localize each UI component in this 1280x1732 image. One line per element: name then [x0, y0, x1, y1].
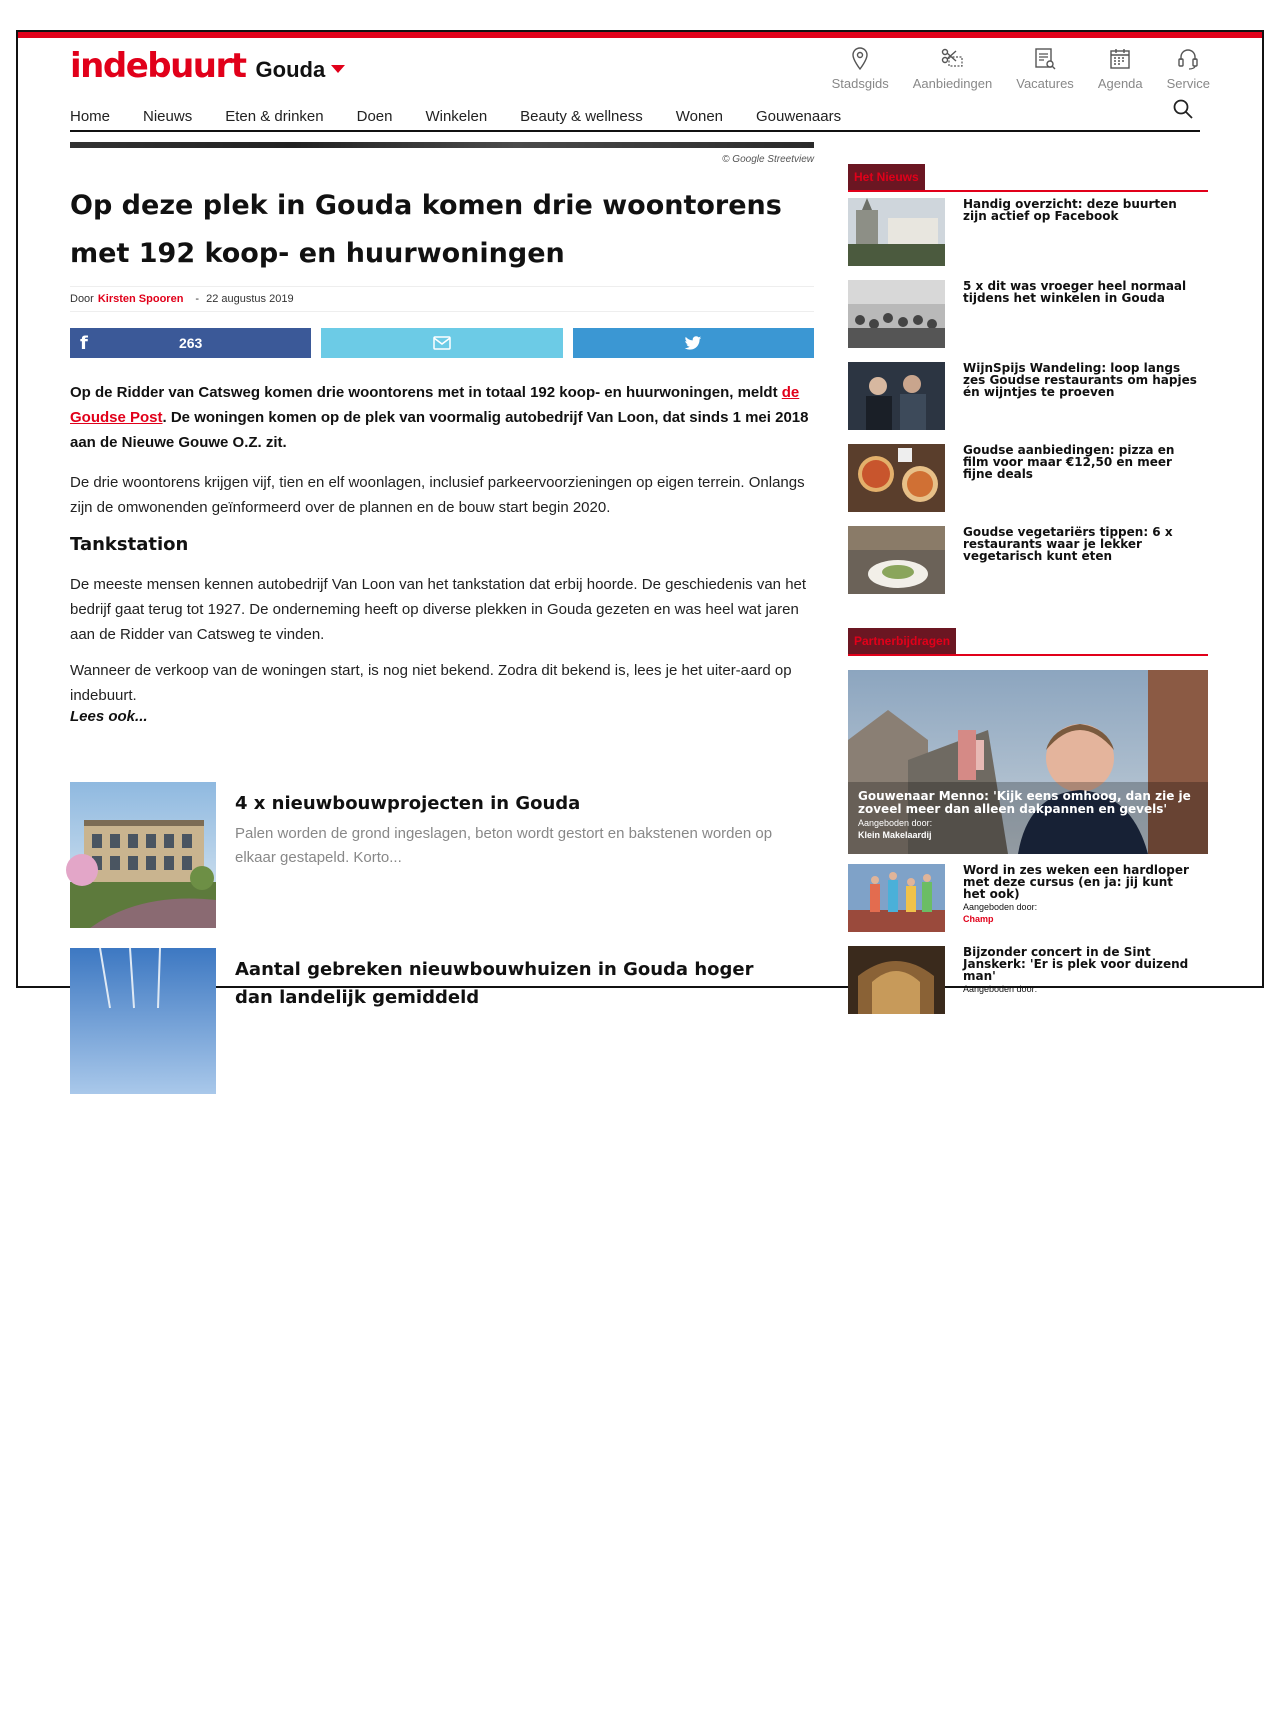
article-lead [70, 380, 818, 455]
related-thumbnail[interactable] [70, 948, 216, 1094]
search-icon[interactable] [1172, 98, 1194, 120]
lead-text: Op de Ridder van Catsweg komen drie woontorens met in totaal 192 koop- en huurwoningen, meldt [70, 384, 782, 401]
read-also-heading: Lees ook... [70, 708, 148, 725]
tool-label: Vacatures [1016, 76, 1074, 91]
nav-item-doen[interactable]: Doen [356, 107, 393, 125]
nav-item-nieuws[interactable]: Nieuws [143, 107, 193, 125]
partner-item[interactable] [848, 946, 1208, 1014]
sidebar-news-item[interactable] [848, 280, 1208, 348]
tool-label: Aanbiedingen [912, 76, 993, 91]
facebook-icon: f [80, 333, 88, 354]
nav-item-winkelen[interactable]: Winkelen [425, 107, 488, 125]
tool-agenda[interactable] [1098, 46, 1143, 91]
share-count: 263 [178, 335, 203, 351]
news-thumbnail[interactable] [848, 444, 945, 512]
sponsor-prefix: Aangeboden door: [963, 984, 1038, 994]
news-thumbnail[interactable] [848, 526, 945, 594]
nav-item-beauty-wellness[interactable]: Beauty & wellness [520, 107, 643, 125]
author-link[interactable]: Kirsten Spooren [97, 293, 184, 305]
sidebar-news-item[interactable] [848, 198, 1208, 266]
byline-prefix: Door [70, 293, 94, 305]
nav-item-gouwenaars[interactable]: Gouwenaars [756, 107, 842, 125]
city-selector[interactable] [256, 57, 346, 83]
nav-item-wonen[interactable]: Wonen [675, 107, 724, 125]
twitter-icon [684, 336, 702, 351]
nav-item-home[interactable]: Home [70, 107, 111, 125]
tool-label: Stadsgids [831, 76, 889, 91]
sidebar-section-header [848, 628, 1208, 656]
goudse-post-link[interactable]: de Goudse Post [70, 384, 800, 426]
sidebar-section-header [848, 164, 1208, 192]
header-tools [832, 46, 1210, 91]
tool-label: Service [1166, 76, 1210, 91]
publish-date: 22 augustus 2019 [206, 293, 294, 305]
map-pin-icon [848, 46, 872, 72]
related-excerpt: Palen worden de grond ingeslagen, beton wordt gestort en bakstenen worden op elkaar gestapeld. Korto... [235, 825, 773, 866]
nav-item-eten-drinken[interactable]: Eten & drinken [225, 107, 324, 125]
feature-title[interactable]: Gouwenaar Menno: 'Kijk eens omhoog, dan zie je zoveel meer dan alleen dakpannen en gevels' [858, 789, 1191, 816]
related-thumbnail[interactable] [70, 782, 216, 928]
share-bar [70, 328, 814, 358]
tool-aanbiedingen[interactable] [913, 46, 993, 91]
byline-separator: - [195, 293, 200, 305]
sponsor-prefix: Aangeboden door: [963, 902, 1038, 912]
main-nav [70, 102, 1200, 132]
site-logo[interactable] [70, 46, 345, 86]
tool-vacatures[interactable] [1016, 46, 1074, 91]
twitter-share-button[interactable] [573, 328, 814, 358]
city-name: Gouda [255, 57, 326, 82]
job-search-icon [1033, 46, 1057, 72]
photo-credit: © Google Streetview [722, 154, 814, 165]
article-title: Op deze plek in Gouda komen drie woontorens met 192 koop- en huurwoningen [70, 190, 782, 269]
logo-wordmark[interactable]: indebuurt [70, 46, 246, 86]
partner-item[interactable] [848, 864, 1208, 932]
news-title[interactable]: Goudse vegetariërs tippen: 6 x restaurants waar je lekker vegetarisch kunt eten [963, 525, 1173, 563]
sponsor-prefix: Aangeboden door: [858, 818, 933, 828]
facebook-share-button[interactable] [70, 328, 311, 358]
calendar-icon [1108, 46, 1132, 72]
news-title[interactable]: WijnSpijs Wandeling: loop langs zes Goudse restaurants om hapjes én wijntjes te proeven [963, 361, 1197, 399]
related-title[interactable]: 4 x nieuwbouwprojecten in Gouda [235, 793, 581, 814]
sponsor-name: Klein Makelaardij [858, 830, 932, 840]
news-title[interactable]: Handig overzicht: deze buurten zijn actief op Facebook [963, 197, 1177, 223]
article-paragraph: De meeste mensen kennen autobedrijf Van Loon van het tankstation dat erbij hoorde. De geschiedenis van het bedrijf gaat terug tot 1927. De onderneming heeft op diverse plekken in Gouda gezeten en was heel wat jaren aan de Ridder van Catsweg te vinden. [70, 576, 807, 643]
news-thumbnail[interactable] [848, 280, 945, 348]
article-paragraph: De drie woontorens krijgen vijf, tien en elf woonlagen, inclusief parkeervoorzieningen op eigen terrein. Onlangs zijn de omwonenden geïnformeerd over de plannen en de bouw start begin 2020. [70, 474, 805, 516]
news-thumbnail[interactable] [848, 198, 945, 266]
browser-viewport [16, 30, 1264, 1008]
sidebar-news-item[interactable] [848, 526, 1208, 594]
section-label: Het Nieuws [848, 164, 925, 190]
mail-icon [433, 336, 451, 350]
news-title[interactable]: 5 x dit was vroeger heel normaal tijdens het winkelen in Gouda [963, 279, 1187, 305]
tool-stadsgids[interactable] [832, 46, 889, 91]
sponsor-name[interactable]: Champ [963, 914, 994, 924]
lead-text-continued: . De woningen komen op de plek van voormalig autobedrijf Van Loon, dat sinds 1 mei 2018 aan de Nieuwe Gouwe O.Z. zit. [70, 409, 809, 451]
partner-feature[interactable] [848, 670, 1208, 854]
caret-down-icon [331, 65, 345, 73]
news-thumbnail[interactable] [848, 362, 945, 430]
headset-icon [1176, 46, 1200, 72]
news-title[interactable]: Goudse aanbiedingen: pizza en film voor maar €12,50 en meer fijne deals [963, 443, 1175, 481]
tool-label: Agenda [1097, 76, 1143, 91]
partner-thumbnail[interactable] [848, 864, 945, 932]
partner-thumbnail[interactable] [848, 946, 945, 1014]
tool-service[interactable] [1167, 46, 1210, 91]
article-paragraph: Wanneer de verkoop van de woningen start, is nog niet bekend. Zodra dit bekend is, lees je het uiter-aard op indebuurt. [70, 662, 792, 704]
related-title[interactable]: Aantal gebreken nieuwbouwhuizen in Gouda hoger dan landelijk gemiddeld [235, 959, 754, 1008]
section-label: Partnerbijdragen [848, 628, 956, 654]
email-share-button[interactable] [321, 328, 562, 358]
byline [70, 286, 814, 312]
partner-title[interactable]: Word in zes weken een hardloper met deze cursus (en ja: jij kunt het ook) [963, 863, 1189, 901]
partner-title[interactable]: Bijzonder concert in de Sint Janskerk: 'Er is plek voor duizend man' [963, 945, 1189, 983]
sidebar-news-item[interactable] [848, 362, 1208, 430]
top-accent-bar [18, 32, 1262, 38]
hero-image [70, 142, 814, 148]
scissors-coupon-icon [940, 46, 964, 72]
article-subheading: Tankstation [70, 534, 189, 555]
sidebar-news-item[interactable] [848, 444, 1208, 512]
